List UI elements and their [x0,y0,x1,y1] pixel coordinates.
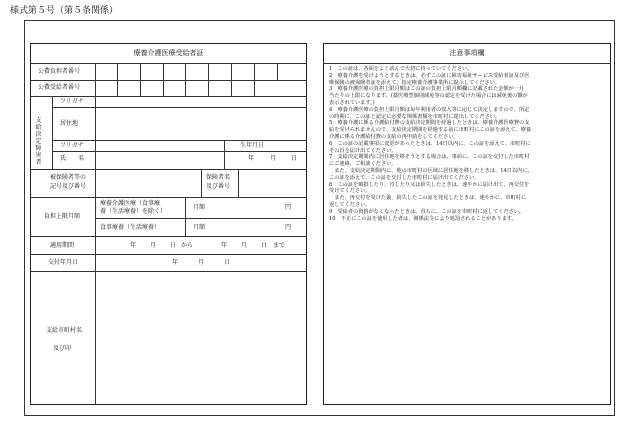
insured-number-label-2: 記号及び番号 [50,183,87,190]
rule [185,63,186,80]
insured-number-label: 被保険者等の [50,174,87,181]
issue-year: 年 [172,259,179,266]
period-from: から [181,242,194,249]
monthly-label-2: 月額 [193,224,206,231]
period-day-2: 日 [261,242,268,249]
address-label: 居住地 [60,120,79,127]
rule [208,63,209,80]
medical-label-2: 養（生活療養）を除く） [100,208,167,215]
rule [30,63,307,64]
issue-day: 日 [224,259,231,266]
rule [140,63,141,80]
birth-day: 日 [291,155,298,162]
rule [30,254,307,255]
form-header: 様式第５号（第５条関係） [10,6,119,16]
municipality-label: 支給市町村名 [46,327,83,334]
meal-label: 食事療養（生活療養） [100,224,161,231]
period-day-1: 日 [170,242,177,249]
notice-line: 6 この証の記載事項に変更があったときは、14日以内に、この証を添えて、市町村に [329,140,531,147]
rule [277,63,278,80]
notice-line: 1 この証は、各面をよく読んで大切に持っていてください。 [329,66,473,72]
notice-line: 返してください。 [329,201,371,208]
notice-line: にご連絡、ご相談ください。 [329,161,397,168]
yen-label: 円 [285,204,292,211]
period-year-2: 年 [221,242,228,249]
notice-line: 8 この証を破損したり、汚したり又は紛失したときは、速やかに届け出て、再交付を [329,181,530,188]
furigana-label: フリガナ [60,98,84,105]
rule [185,197,186,236]
rule [185,80,186,96]
rule [30,236,307,237]
issue-month: 月 [198,259,205,266]
rule [323,63,611,64]
notice-line: 10 不正にこの証を使用した者は、関係法令により処罰されることがあります。 [329,215,517,222]
monthly-label: 月額 [193,204,206,211]
notice-title: 注意事項欄 [449,49,485,57]
yen-label-2: 円 [285,224,292,231]
notice-line: 療保険の被保険者証を添えて、指定療養介護事業所に提示してください。 [329,79,501,86]
period-year-1: 年 [130,242,137,249]
rule [208,80,209,96]
rule [95,63,96,405]
notice-line: の時期に、この証と認定に必要な関係書類を市町村に提出してください。 [329,113,501,120]
period-label: 適用期間 [50,242,75,249]
rule [238,169,239,197]
notice-line: 7 支給決定期間内に居住地を移そうとする場合は、事前に、この証を交付した市町村 [329,154,530,161]
issue-date-label: 交付年月日 [48,259,79,266]
rule [52,107,307,108]
recipient-number-label: 公費受給者番号 [38,84,81,91]
municipality-label-2: 及び印 [53,345,72,352]
rule [52,151,307,152]
certificate-title: 療養介護医療受給者証 [133,49,204,57]
birth-year: 年 [248,155,255,162]
rule [163,63,164,80]
rule [30,96,307,97]
furigana-label-2: フリガナ [60,142,84,149]
rule [231,63,232,80]
rule [30,197,307,198]
medical-label: 療養介護医療（食事療 [100,200,161,207]
rule [30,271,307,272]
rule [254,63,255,80]
period-until: まで [273,242,286,249]
rule [52,96,53,169]
rule [30,169,307,170]
notice-line: 介護に係る介護給付費の支給の再申請をしてください。 [329,133,459,140]
birthdate-label: 生年月日 [240,142,265,149]
limit-label: 負担上限月額 [44,213,81,220]
rule [140,80,141,96]
notice-line: この証を添えて、この証を交付した市町村に届け出てください。 [329,174,480,181]
side-label: 支給決定障害者 [35,117,42,166]
rule [163,80,164,96]
notice-list [329,66,611,222]
name-label: 氏 名 [60,155,85,162]
notice-line: 給を受けられませんので、支給決定期間を経過する前に市町村にこの証を添えて、療養 [329,127,532,134]
notice-line: 表示されています。) [329,99,375,106]
rule [52,140,307,141]
insurer-name-label-2: 及び番号 [206,183,231,190]
birth-month: 月 [270,155,277,162]
notice-line: 9 受給者の資格がなくなったときは、直ちに、この証を市町村に返してください。 [329,208,525,215]
notice-line: その旨を届け出てください。 [329,147,397,154]
insurer-name-label: 保険者名 [206,174,231,181]
notice-line: 3 療養介護医療の負担上限月額はこの証の負担上限月額欄に記載された金額が一月 [329,86,525,93]
rule [95,218,307,219]
rule [117,63,118,80]
rule [231,80,232,96]
period-month-1: 月 [150,242,157,249]
rule [254,80,255,96]
notice-line: また、再交付を受けた後、紛失したこの証を発見したときは、速やかに、市町村に [329,195,527,202]
notice-line: 4 療養介護医療の負担上限月額は毎年利用者の収入等に応じて決定しますので、所定 [329,106,530,113]
period-month-2: 月 [241,242,248,249]
rule [117,80,118,96]
insurer-number-label: 公費負担者番号 [38,68,81,75]
rule [30,80,307,81]
notice-line: 5 療養介護に係る介護給付費の支給決定期間を経過したときは、療養介護医療費の支 [329,120,530,127]
notice-line: 当たりの上限になります。(薬医療型個別減免等の認定を受けた場合には減免後の額が [329,93,528,100]
notice-line: 2 療養介護を受けようとするときは、必ずこの証に障害福祉サービス受給者証及び医 [329,72,530,79]
notice-line: また、支給決定期間内に、他の市町村の区域に居住地を移したときは、14日以内に、 [329,167,533,174]
rule [201,169,202,197]
rule [224,140,225,169]
notice-line: 受けてください。 [329,188,371,195]
